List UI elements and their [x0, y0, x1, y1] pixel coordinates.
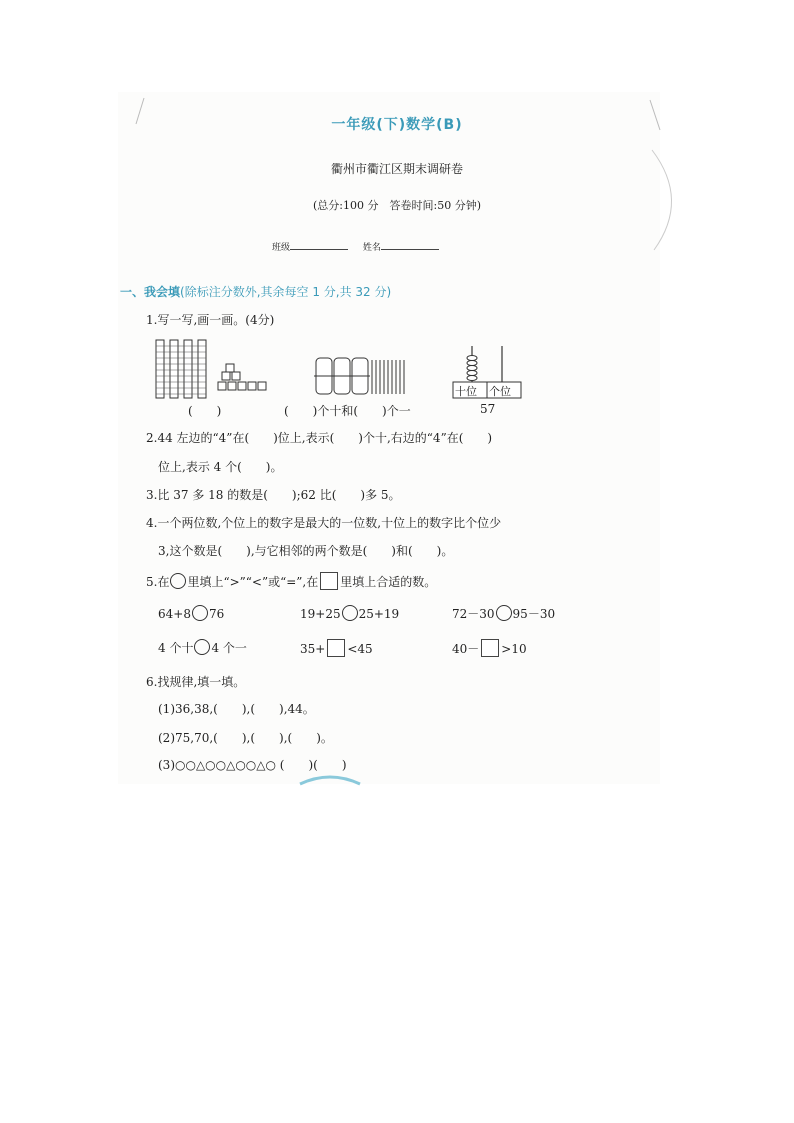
compare-4-right: 4 个一: [211, 641, 247, 655]
abacus-tens-label: 十位: [455, 385, 477, 398]
fill-box-1-left: 35+: [300, 642, 326, 656]
question-4-line-2: 3,这个数是( ),与它相邻的两个数是( )和( )。: [158, 544, 454, 558]
name-field[interactable]: [381, 240, 439, 250]
compare-4-left: 4 个十: [158, 641, 194, 655]
answer-circle[interactable]: [194, 639, 210, 655]
compare-3-left: 72－30: [452, 607, 495, 621]
name-label: 姓名: [362, 243, 381, 253]
compare-1-right: 76: [208, 607, 225, 621]
circle-icon: [170, 573, 186, 589]
fill-box-2: [452, 639, 527, 657]
class-field[interactable]: [290, 240, 348, 250]
section-heading: [120, 283, 391, 300]
abacus-value: 57: [480, 402, 496, 416]
question-6-3: (3)○○△○○△○○△○ ( )( ): [158, 758, 347, 772]
question-3: 3.比 37 多 18 的数是( );62 比( )多 5。: [146, 488, 401, 502]
student-fields: [272, 240, 451, 253]
q5-suffix: 里填上合适的数。: [340, 575, 437, 589]
question-2-line-1: 2.44 左边的“4”在( )位上,表示( )个十,右边的“4”在( ): [146, 431, 493, 445]
question-1: 1.写一写,画一画。(4分): [146, 313, 275, 327]
answer-circle[interactable]: [496, 605, 512, 621]
ten-rod-2: [170, 340, 178, 398]
square-box-icon: [320, 572, 338, 590]
answer-circle[interactable]: [192, 605, 208, 621]
question-2-line-2: 位上,表示 4 个( )。: [158, 460, 283, 474]
class-label: 班级: [272, 243, 291, 253]
base-ten-blocks-figure: [150, 336, 270, 402]
exam-title: 一年级(下)数学(B): [331, 117, 463, 133]
bundled-sticks-figure: [312, 352, 412, 400]
q5-middle: 里填上“>”“<”或“=”,在: [187, 575, 319, 589]
q5-prefix: 5.在: [146, 575, 170, 589]
question-6-2: (2)75,70,( ),( ),( )。: [158, 731, 333, 745]
exam-info: (总分:100 分 答卷时间:50 分钟): [313, 199, 481, 212]
unit-cubes: [218, 364, 266, 390]
ten-rod-3: [184, 340, 192, 398]
exam-subtitle: 衢州市衢江区期末调研卷: [330, 162, 463, 176]
fill-box-2-right: >10: [501, 642, 527, 656]
question-6: 6.找规律,填一填。: [146, 675, 246, 689]
answer-box[interactable]: [327, 639, 345, 657]
fill-box-1: [300, 639, 373, 657]
compare-3: [452, 605, 555, 622]
answer-circle[interactable]: [342, 605, 358, 621]
compare-4: [158, 639, 247, 656]
compare-2-left: 19+25: [300, 607, 341, 621]
fill-box-1-right: <45: [347, 642, 373, 656]
abacus-ones-label: 个位: [489, 385, 511, 398]
fill-box-2-left: 40－: [452, 642, 480, 656]
question-5: [146, 572, 436, 590]
question-4-line-1: 4.一个两位数,个位上的数字是最大的一位数,十位上的数字比个位少: [146, 516, 502, 530]
answer-box[interactable]: [481, 639, 499, 657]
compare-1-left: 64+8: [158, 607, 191, 621]
compare-3-right: 95－30: [512, 607, 556, 621]
section-note: (除标注分数外,其余每空 1 分,共 32 分): [180, 285, 392, 299]
ten-rod-1: [156, 340, 164, 398]
figure-2-answer[interactable]: ( )个十和( )个一: [284, 404, 411, 418]
ten-rod-4: [198, 340, 206, 398]
question-6-1: (1)36,38,( ),( ),44。: [158, 702, 315, 716]
compare-2: [300, 605, 399, 621]
compare-1: [158, 605, 224, 621]
figure-1-answer[interactable]: ( ): [188, 404, 222, 418]
compare-2-right: 25+19: [358, 607, 400, 621]
section-title: 一、我会填: [120, 285, 181, 299]
